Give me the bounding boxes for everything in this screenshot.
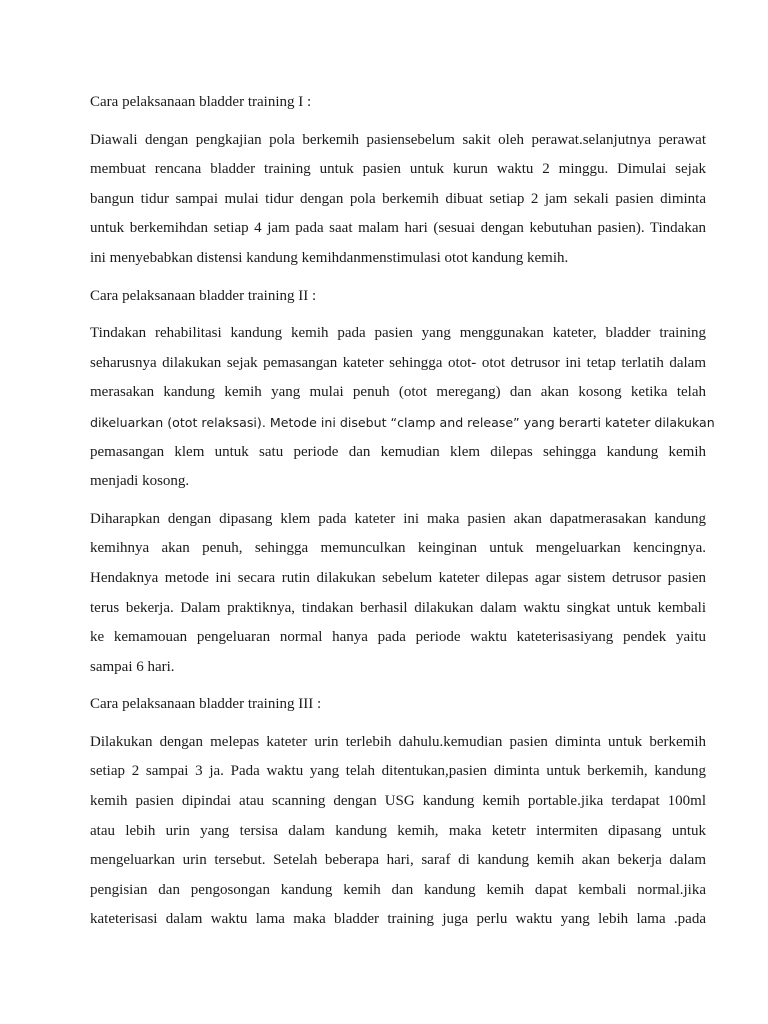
paragraph-4 <box>90 728 706 935</box>
text-line: dikeluarkan (otot relaksasi). Metode ini disebut “clamp and release” yang berarti kateter dilakukan <box>90 414 715 430</box>
text-line: Diharapkan dengan dipasang klem pada kateter ini maka pasien akan dapatmerasakan kandung <box>90 510 706 527</box>
text-line: Tindakan rehabilitasi kandung kemih pada pasien yang menggunakan kateter, bladder training <box>90 325 706 342</box>
text-line: sampai 6 hari. <box>90 658 175 675</box>
document-body <box>90 88 715 943</box>
text-line: ini menyebabkan distensi kandung kemihdanmenstimulasi otot kandung kemih. <box>90 249 569 266</box>
text-line: ke kemamouan pengeluaran normal hanya pada periode waktu kateterisasiyang pendek yaitu <box>90 629 706 646</box>
text-line: Hendaknya metode ini secara rutin dilakukan sebelum kateter dilepas agar sistem detrusor pasien <box>90 569 706 586</box>
section-heading-1: Cara pelaksanaan bladder training I : <box>90 94 312 110</box>
text-line: mengeluarkan urin tersebut. Setelah beberapa hari, saraf di kandung kemih akan bekerja dalam <box>90 852 706 869</box>
text-line: menjadi kosong. <box>90 473 190 490</box>
text-line: bangun tidur sampai mulai tidur dengan pola berkemih dibuat setiap 2 jam sekali pasien diminta <box>90 190 706 207</box>
paragraph-2 <box>90 319 715 497</box>
text-line: membuat rencana bladder training untuk pasien untuk kurun waktu 2 minggu. Dimulai sejak <box>90 161 706 178</box>
text-line: setiap 2 sampai 3 ja. Pada waktu yang telah ditentukan,pasien diminta untuk berkemih, kandung <box>90 763 706 780</box>
text-line: Dilakukan dengan melepas kateter urin terlebih dahulu.kemudian pasien diminta untuk berkemih <box>90 733 706 750</box>
text-line: untuk berkemihdan setiap 4 jam pada saat malam hari (sesuai dengan kebutuhan pasien). Tindakan <box>90 220 706 237</box>
text-line: seharusnya dilakukan sejak pemasangan kateter sehingga otot- otot detrusor ini tetap terlatih dalam <box>90 354 706 371</box>
text-line: terus bekerja. Dalam praktiknya, tindakan berhasil dilakukan dalam waktu singkat untuk kembali <box>90 599 706 616</box>
text-line: pengisian dan pengosongan kandung kemih dan kandung kemih dapat kembali normal.jika <box>90 881 706 898</box>
section-heading-3: Cara pelaksanaan bladder training III : <box>90 696 322 713</box>
paragraph-3 <box>90 505 706 683</box>
text-line: atau lebih urin yang tersisa dalam kandung kemih, maka ketetr intermiten dipasang untuk <box>90 822 706 839</box>
text-line: merasakan kandung kemih yang mulai penuh (otot meregang) dan akan kosong ketika telah <box>90 384 706 401</box>
text-line: pemasangan klem untuk satu periode dan kemudian klem dilepas sehingga kandung kemih <box>90 443 706 460</box>
paragraph-1 <box>90 126 706 274</box>
section-heading-2: Cara pelaksanaan bladder training II : <box>90 287 317 304</box>
text-line: kemih pasien dipindai atau scanning dengan USG kandung kemih portable.jika terdapat 100ml <box>90 793 706 810</box>
text-line: Diawali dengan pengkajian pola berkemih pasiensebelum sakit oleh perawat.selanjutnya perawat <box>90 131 706 148</box>
text-line: kemihnya akan penuh, sehingga memunculkan keinginan untuk mengeluarkan kencingnya. <box>90 540 706 557</box>
text-line: kateterisasi dalam waktu lama maka bladder training juga perlu waktu yang lebih lama .pada <box>90 911 706 928</box>
